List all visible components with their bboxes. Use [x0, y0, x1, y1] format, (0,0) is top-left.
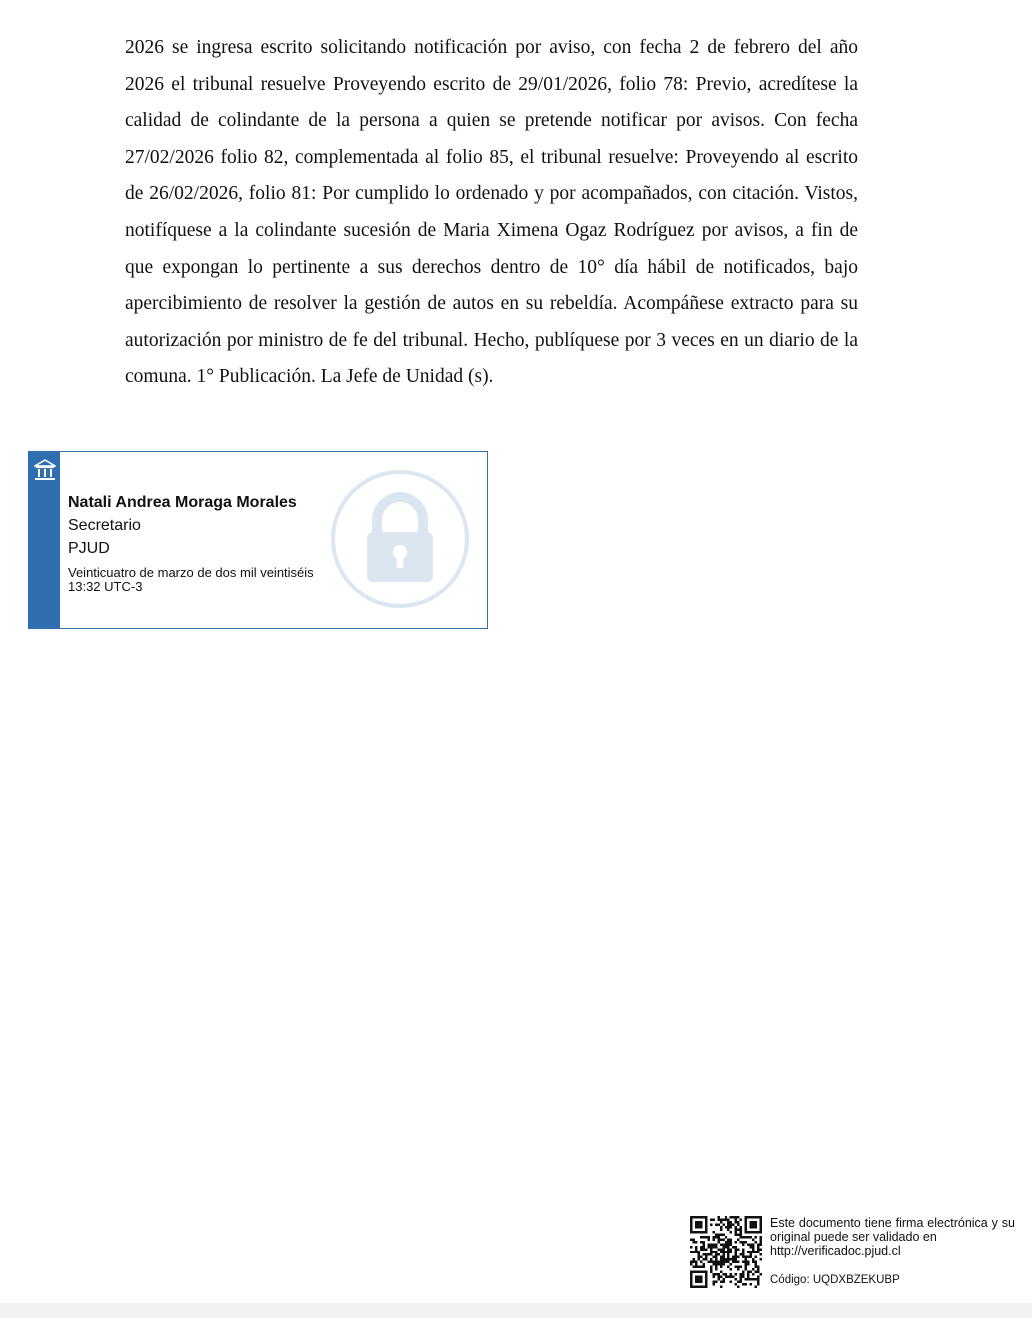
verification-url[interactable]: http://verificadoc.pjud.cl: [770, 1244, 901, 1258]
signature-time: 13:32 UTC-3: [68, 579, 143, 594]
resolution-text: 2026 se ingresa escrito solicitando notificación por aviso, con fecha 2 de febrero del año 2026 el tribunal resuelve Proveyendo escrito de 29/01/2026, folio 78: Previo, acredítese la calidad de colindante de la persona a quien se pretende notificar por avisos. Con fecha 27/02/2026 folio 82, complementada al folio 85, el tribunal resuelve: Proveyendo al escrito de 26/02/2026, folio 81: Por cumplido lo ordenado y por acompañados, con citación. Vistos, notifíquese a la colindante sucesión de Maria Ximena Ogaz Rodríguez por avisos, a fin de que expongan lo pertinente a sus derechos dentro de 10° día hábil de notificados, bajo apercibimiento de resolver la gestión de autos en su rebeldía. Acompáñese extracto para su autorización por ministro de fe del tribunal. Hecho, publíquese por 3 veces en un diario de la comuna. 1° Publicación. La Jefe de Unidad (s).: [125, 37, 858, 388]
verification-code: UQDXBZEKUBP: [812, 1274, 900, 1286]
verification-code-label: Código:: [770, 1274, 810, 1286]
verification-code-line: [770, 1273, 1015, 1287]
signer-name: Natali Andrea Moraga Morales: [68, 494, 297, 511]
signature-details: [68, 492, 314, 594]
signer-role: Secretario: [68, 517, 141, 534]
verification-notice: Este documento tiene firma electrónica y su original puede ser validado en: [770, 1216, 1015, 1244]
padlock-icon: [329, 468, 471, 610]
signature-date: Veinticuatro de marzo de dos mil veintiséis: [68, 565, 314, 580]
signer-organization: PJUD: [68, 540, 110, 557]
verification-block: [770, 1216, 1015, 1287]
qr-code-icon: [690, 1216, 762, 1288]
signature-stripe: [29, 452, 60, 628]
page-bottom-band: [0, 1303, 1032, 1318]
courthouse-icon: [34, 458, 56, 482]
electronic-signature-card: [28, 451, 488, 629]
